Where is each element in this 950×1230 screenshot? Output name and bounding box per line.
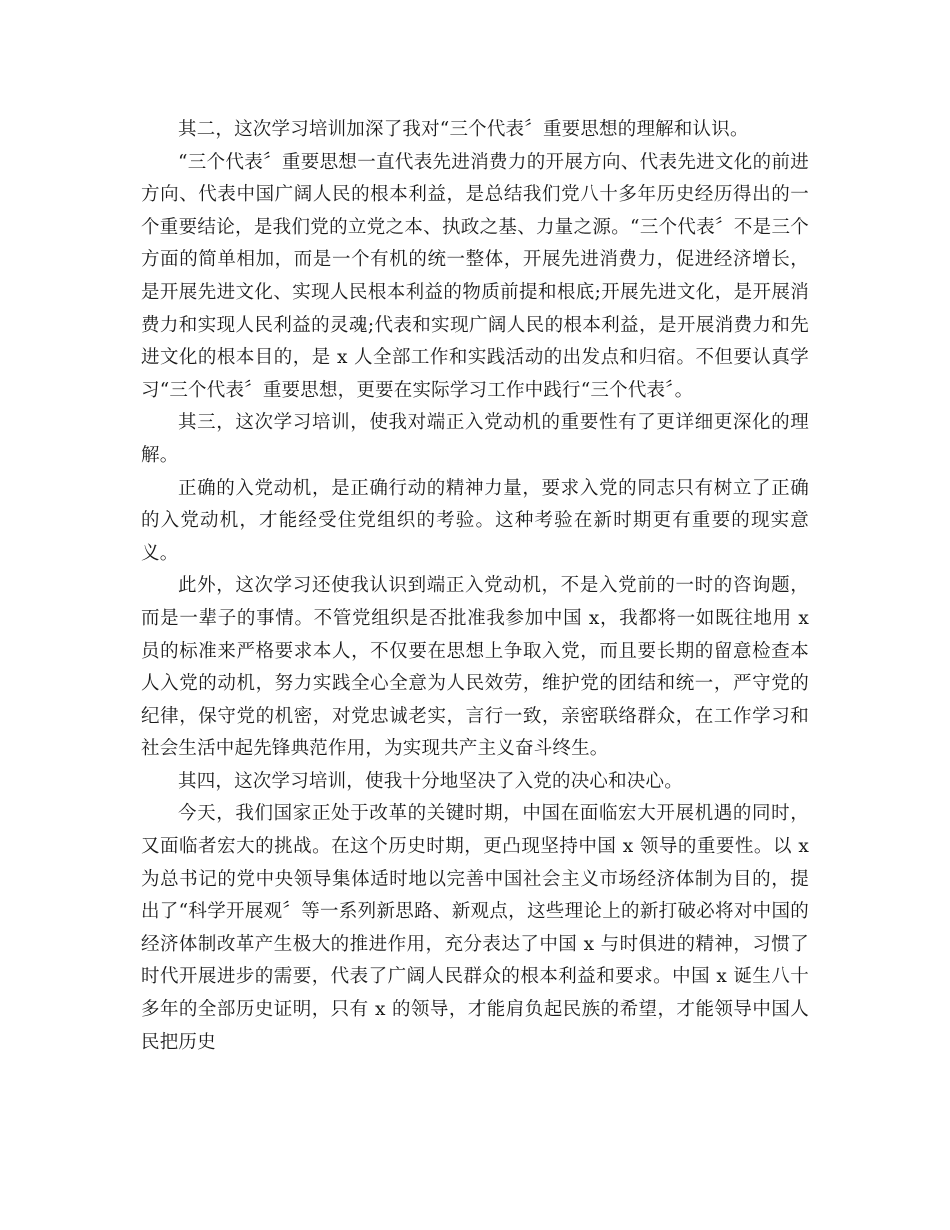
document-body	[141, 114, 809, 1059]
paragraph-2: “三个代表〞重要思想一直代表先进消费力的开展方向、代表先进文化的前进方向、代表中国广阔人民的根本利益，是总结我们党八十多年历史经历得出的一个重要结论，是我们党的立党之本、执政之基、力量之源。“三个代表〞不是三个方面的简单相加，而是一个有机的统一整体，开展先进消费力，促进经济增长，是开展先进文化、实现人民根本利益的物质前提和根底;开展先进文化，是开展消费力和实现人民利益的灵魂;代表和实现广阔人民的根本利益，是开展消费力和先进文化的根本目的，是 x 人全部工作和实践活动的出发点和归宿。不但要认真学习“三个代表〞重要思想，更要在实际学习工作中践行“三个代表〞。	[141, 151, 809, 401]
paragraph-1: 其二，这次学习培训加深了我对“三个代表〞重要思想的理解和认识。	[178, 119, 749, 140]
paragraph-4: 正确的入党动机，是正确行动的精神力量，要求入党的同志只有树立了正确的入党动机，才能经受住党组织的考验。这种考验在新时期更有重要的现实意义。	[141, 477, 809, 564]
paragraph-5: 此外，这次学习还使我认识到端正入党动机，不是入党前的一时的咨询题，而是一辈子的事情。不管党组织是否批准我参加中国 x，我都将一如既往地用 x 员的标准来严格要求本人，不仅要在思想上争取入党，而且要长期的留意检查本人入党的动机，努力实践全心全意为人民效劳，维护党的团结和统一，严守党的纪律，保守党的机密，对党忠诚老实，言行一致，亲密联络群众，在工作学习和社会生活中起先锋典范作用，为实现共产主义奋斗终生。	[141, 575, 809, 760]
paragraph-6: 其四，这次学习培训，使我十分地坚决了入党的决心和决心。	[178, 770, 683, 792]
paragraph-3: 其三，这次学习培训，使我对端正入党动机的重要性有了更详细更深化的理解。	[141, 412, 809, 466]
paragraph-7: 今天，我们国家正处于改革的关键时期，中国在面临宏大开展机遇的同时，又面临者宏大的挑战。在这个历史时期，更凸现坚持中国 x 领导的重要性。以 x 为总书记的党中央领导集体适时地以完善中国社会主义市场经济体制为目的，提出了“科学开展观〞等一系列新思路、新观点，这些理论上的新打破必将对中国的经济体制改革产生极大的推进作用，充分表达了中国 x 与时俱进的精神，习惯了时代开展进步的需要，代表了广阔人民群众的根本利益和要求。中国 x 诞生八十多年的全部历史证明，只有 x 的领导，才能肩负起民族的希望，才能领导中国人民把历史	[141, 803, 809, 1053]
